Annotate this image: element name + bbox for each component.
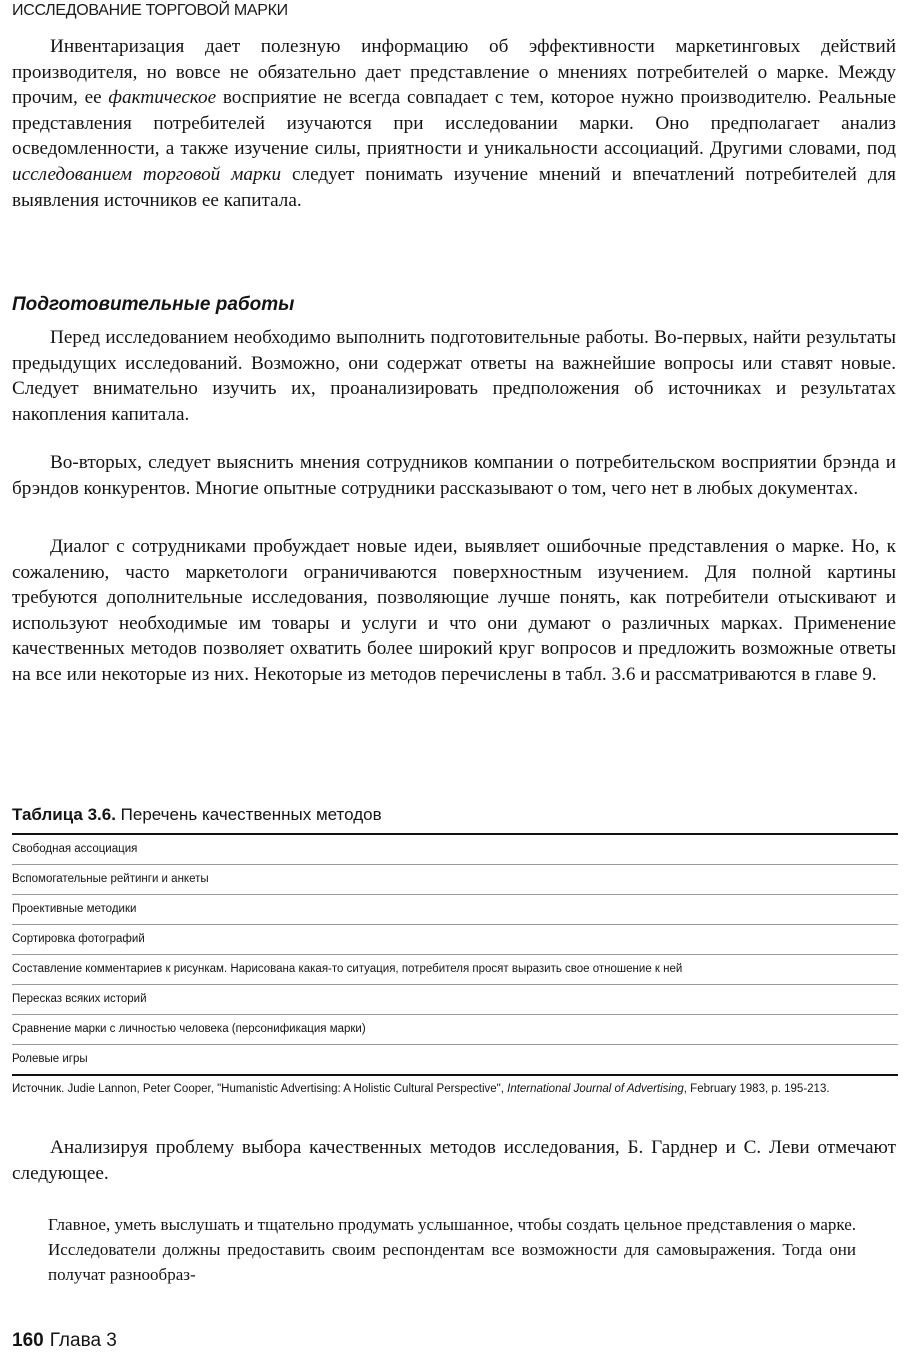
source-journal: International Journal of Advertising bbox=[507, 1083, 684, 1095]
source-date: , February 1983, p. 195-213. bbox=[683, 1083, 830, 1095]
table-caption bbox=[12, 805, 382, 825]
table-title: Перечень качественных методов bbox=[115, 805, 382, 824]
intro-emphasis-2: исследованием торговой марки bbox=[12, 163, 282, 185]
page-number: 160 bbox=[12, 1330, 44, 1351]
table-row: Составление комментариев к рисункам. Нарисована какая-то ситуация, потребителя просят выразить свое отношение к ней bbox=[12, 955, 898, 985]
closing-paragraph: Анализируя проблему выбора качественных методов исследования, Б. Гарднер и С. Леви отмечают следующее. bbox=[12, 1137, 896, 1184]
body-paragraph: Диалог с сотрудниками пробуждает новые идеи, выявляет ошибочные представления о марке. Но, к сожалению, часто маркетологи ограничиваются поверхностным изучением. Для полной картины требуются дополнительные исследования, позволяющие лучше понять, как потребители отыскивают и используют необходимые им товары и услуги и что они думают о различных марках. Применение качественных методов позволяет охватить более широкий круг вопросов и предложить возможные ответы на все или некоторые из них. Некоторые из методов перечислены в табл. 3.6 и рассматриваются в главе 9. bbox=[12, 536, 896, 685]
intro-paragraph bbox=[12, 34, 896, 213]
body-paragraph: Во-вторых, следует выяснить мнения сотрудников компании о потребительском восприятии брэнда и брэндов конкурентов. Многие опытные сотрудники рассказывают о том, чего нет в любых документах. bbox=[12, 452, 896, 499]
block-quote: Главное, уметь выслушать и тщательно продумать услышанное, чтобы создать цельное представления о марке. Исследователи должны предоставить своим респондентам все возможности для самовыражения. Тогда они получат разнообраз- bbox=[48, 1215, 856, 1284]
running-header: ИССЛЕДОВАНИЕ ТОРГОВОЙ МАРКИ bbox=[12, 2, 288, 19]
body-paragraph: Перед исследованием необходимо выполнить подготовительные работы. Во-первых, найти результаты предыдущих исследований. Возможно, они содержат ответы на важнейшие вопросы или ставят новые. Следует внимательно изучить их, проанализировать предположения об источниках и результатах накопления капитала. bbox=[12, 327, 896, 425]
table-row: Ролевые игры bbox=[12, 1053, 88, 1065]
intro-text-2: восприятие не всегда совпадает с тем, которое нужно производителю. Реальные представления потребителей изучаются при исследовании марки. Оно предполагает анализ осведомленности, а также изучение силы, приятности и уникальности ассоциаций. Другими словами, под bbox=[12, 87, 896, 160]
intro-text-1: Инвентаризация дает полезную информацию об эффективности маркетинговых действий производителя, но вовсе не обязательно дает представление о мнениях потребителей о марке. Между прочим, ее bbox=[12, 36, 896, 109]
source-text: Источник. Judie Lannon, Peter Cooper, "Humanistic Advertising: A Holistic Cultural Perspective", bbox=[12, 1083, 508, 1095]
table-row: Сортировка фотографий bbox=[12, 925, 898, 955]
table-row: Свободная ассоциация bbox=[12, 835, 898, 865]
chapter-label: Глава 3 bbox=[49, 1330, 117, 1351]
table-number: Таблица 3.6. bbox=[12, 805, 116, 824]
table-row: Сравнение марки с личностью человека (персонификация марки) bbox=[12, 1015, 898, 1045]
intro-text-3: следует понимать изучение мнений и впечатлений потребителей для выявления источников ее капитала. bbox=[12, 163, 896, 211]
section-heading: Подготовительные работы bbox=[12, 294, 295, 315]
methods-table bbox=[12, 833, 898, 1076]
table-row: Проективные методики bbox=[12, 895, 898, 925]
table-row: Пересказ всяких историй bbox=[12, 985, 898, 1015]
intro-emphasis-1: фактическое bbox=[108, 87, 217, 109]
page-footer bbox=[12, 1330, 117, 1352]
table-row: Вспомогательные рейтинги и анкеты bbox=[12, 865, 898, 895]
table-source-note bbox=[12, 1081, 898, 1098]
